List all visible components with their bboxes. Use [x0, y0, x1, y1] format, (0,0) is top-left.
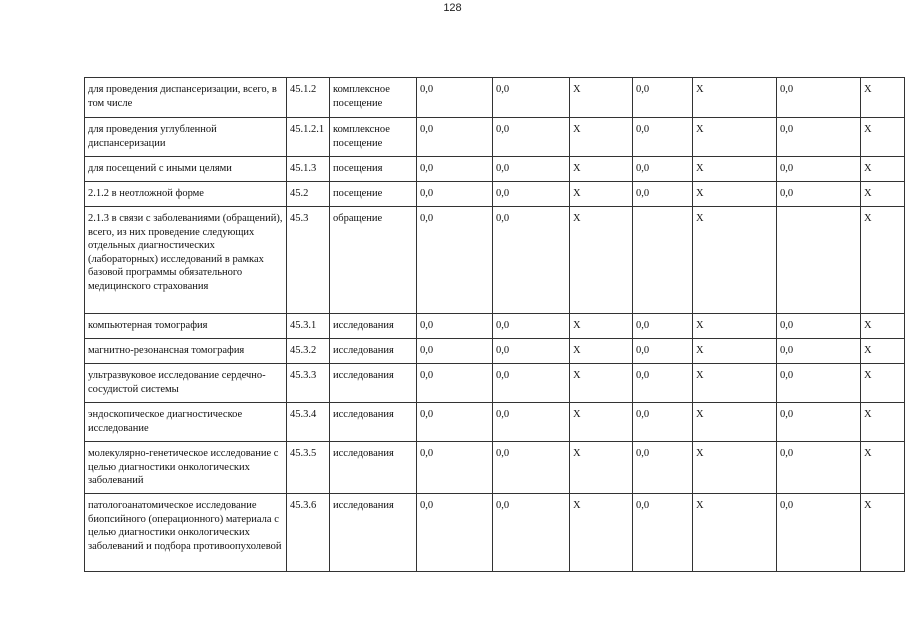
- cell-value: 0,0: [493, 339, 570, 364]
- cell-name: для посещений с иными целями: [85, 157, 287, 182]
- cell-value: X: [693, 494, 777, 572]
- cell-value: X: [693, 207, 777, 314]
- cell-value: 0,0: [493, 494, 570, 572]
- cell-value: 0,0: [777, 314, 861, 339]
- cell-name: эндоскопическое диагностическое исследование: [85, 403, 287, 442]
- cell-value: X: [570, 403, 633, 442]
- cell-value: 0,0: [493, 78, 570, 118]
- cell-value: 0,0: [493, 118, 570, 157]
- cell-value: X: [693, 157, 777, 182]
- cell-value: 0,0: [633, 364, 693, 403]
- cell-value: 0,0: [777, 78, 861, 118]
- cell-code: 45.1.3: [287, 157, 330, 182]
- cell-unit: комплексное посещение: [330, 78, 417, 118]
- cell-value: 0,0: [493, 442, 570, 494]
- cell-unit: исследования: [330, 442, 417, 494]
- cell-name: для проведения углубленной диспансеризации: [85, 118, 287, 157]
- cell-value: X: [570, 118, 633, 157]
- cell-value: 0,0: [493, 207, 570, 314]
- cell-value: X: [570, 494, 633, 572]
- cell-value: X: [861, 403, 905, 442]
- cell-value: 0,0: [633, 314, 693, 339]
- cell-value: 0,0: [417, 118, 493, 157]
- cell-value: X: [861, 364, 905, 403]
- cell-name: для проведения диспансеризации, всего, в том числе: [85, 78, 287, 118]
- cell-value: 0,0: [417, 442, 493, 494]
- cell-code: 45.3: [287, 207, 330, 314]
- cell-code: 45.3.4: [287, 403, 330, 442]
- cell-code: 45.3.3: [287, 364, 330, 403]
- table-row: [85, 339, 905, 364]
- cell-value: 0,0: [777, 442, 861, 494]
- table-row: [85, 78, 905, 118]
- cell-code: 45.1.2: [287, 78, 330, 118]
- cell-value: X: [861, 118, 905, 157]
- data-table: [84, 77, 905, 572]
- cell-value: X: [861, 207, 905, 314]
- table-row: [85, 442, 905, 494]
- table-row: [85, 118, 905, 157]
- cell-value: 0,0: [633, 339, 693, 364]
- cell-value: X: [570, 78, 633, 118]
- cell-value: X: [570, 182, 633, 207]
- cell-value: 0,0: [633, 78, 693, 118]
- cell-value: [633, 207, 693, 314]
- cell-value: 0,0: [417, 207, 493, 314]
- cell-value: X: [693, 314, 777, 339]
- cell-code: 45.1.2.1: [287, 118, 330, 157]
- cell-code: 45.2: [287, 182, 330, 207]
- cell-value: 0,0: [417, 182, 493, 207]
- cell-value: 0,0: [777, 339, 861, 364]
- cell-value: X: [570, 442, 633, 494]
- cell-name: молекулярно-генетическое исследование с целью диагностики онкологических заболеваний: [85, 442, 287, 494]
- cell-value: X: [693, 339, 777, 364]
- cell-value: X: [861, 182, 905, 207]
- cell-value: 0,0: [777, 494, 861, 572]
- cell-code: 45.3.5: [287, 442, 330, 494]
- cell-value: X: [570, 207, 633, 314]
- cell-value: 0,0: [777, 182, 861, 207]
- cell-code: 45.3.2: [287, 339, 330, 364]
- cell-value: 0,0: [777, 403, 861, 442]
- cell-name: ультразвуковое исследование сердечно-сосудистой системы: [85, 364, 287, 403]
- cell-code: 45.3.1: [287, 314, 330, 339]
- cell-value: 0,0: [777, 118, 861, 157]
- cell-name: магнитно-резонансная томография: [85, 339, 287, 364]
- table-row: [85, 314, 905, 339]
- cell-value: X: [861, 339, 905, 364]
- cell-value: X: [861, 314, 905, 339]
- cell-value: X: [693, 118, 777, 157]
- cell-value: X: [693, 442, 777, 494]
- cell-value: X: [861, 157, 905, 182]
- cell-value: 0,0: [417, 157, 493, 182]
- cell-value: X: [693, 364, 777, 403]
- cell-unit: исследования: [330, 494, 417, 572]
- cell-code: 45.3.6: [287, 494, 330, 572]
- cell-name: компьютерная томография: [85, 314, 287, 339]
- cell-unit: исследования: [330, 403, 417, 442]
- cell-unit: посещение: [330, 182, 417, 207]
- cell-value: 0,0: [417, 403, 493, 442]
- cell-name: 2.1.2 в неотложной форме: [85, 182, 287, 207]
- table-row: [85, 364, 905, 403]
- cell-value: 0,0: [633, 442, 693, 494]
- table-row: [85, 403, 905, 442]
- cell-unit: посещения: [330, 157, 417, 182]
- cell-unit: обращение: [330, 207, 417, 314]
- cell-unit: исследования: [330, 364, 417, 403]
- cell-value: 0,0: [493, 314, 570, 339]
- cell-value: 0,0: [633, 182, 693, 207]
- cell-value: X: [693, 78, 777, 118]
- cell-value: 0,0: [633, 403, 693, 442]
- cell-name: 2.1.3 в связи с заболеваниями (обращений), всего, из них проведение следующих отдельных диагностических (лабораторных) исследований в рамках базовой программы обязательного медицинского страхования: [85, 207, 287, 314]
- cell-value: 0,0: [493, 403, 570, 442]
- cell-value: X: [570, 314, 633, 339]
- page-number: 128: [443, 2, 462, 14]
- cell-unit: комплексное посещение: [330, 118, 417, 157]
- cell-name: патологоанатомическое исследование биопсийного (операционного) материала с целью диагностики онкологических заболеваний и подбора противоопухолевой: [85, 494, 287, 572]
- cell-value: X: [570, 364, 633, 403]
- cell-value: 0,0: [417, 364, 493, 403]
- table-row: [85, 157, 905, 182]
- cell-value: X: [861, 494, 905, 572]
- cell-value: 0,0: [493, 157, 570, 182]
- cell-value: 0,0: [633, 494, 693, 572]
- cell-value: X: [861, 78, 905, 118]
- cell-value: 0,0: [633, 118, 693, 157]
- table-row: [85, 207, 905, 314]
- table-row: [85, 494, 905, 572]
- cell-value: 0,0: [493, 182, 570, 207]
- cell-value: 0,0: [777, 157, 861, 182]
- cell-value: [777, 207, 861, 314]
- cell-value: 0,0: [633, 157, 693, 182]
- cell-value: X: [693, 182, 777, 207]
- cell-value: 0,0: [417, 339, 493, 364]
- cell-value: 0,0: [417, 314, 493, 339]
- cell-value: 0,0: [493, 364, 570, 403]
- cell-value: X: [570, 339, 633, 364]
- table-row: [85, 182, 905, 207]
- cell-unit: исследования: [330, 314, 417, 339]
- cell-value: X: [570, 157, 633, 182]
- cell-value: 0,0: [417, 78, 493, 118]
- cell-value: X: [693, 403, 777, 442]
- cell-value: 0,0: [777, 364, 861, 403]
- cell-value: 0,0: [417, 494, 493, 572]
- cell-unit: исследования: [330, 339, 417, 364]
- cell-value: X: [861, 442, 905, 494]
